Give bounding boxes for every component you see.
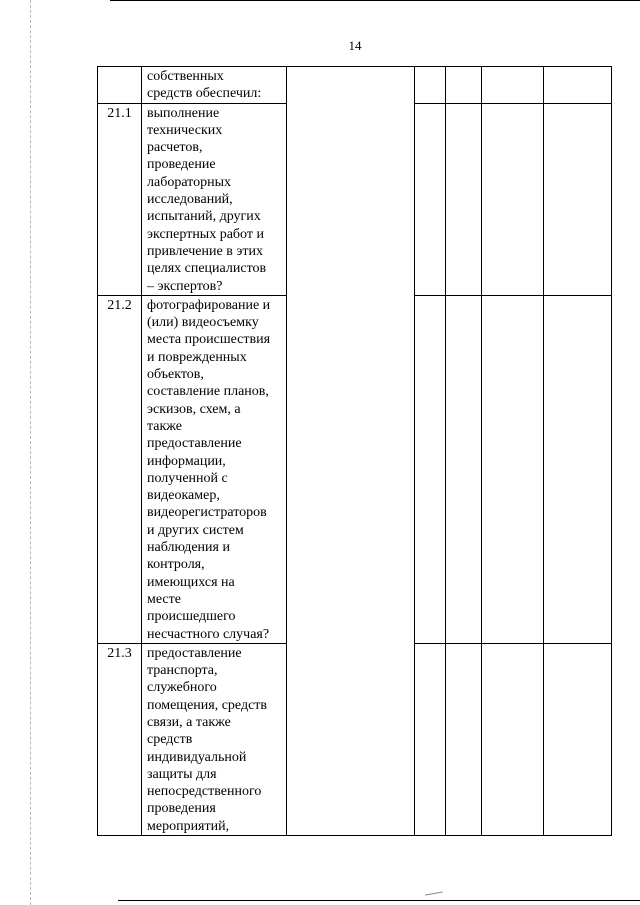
- answer-na-cell: [482, 67, 544, 104]
- question-line: исследований,: [147, 192, 233, 208]
- note-cell: [544, 67, 612, 104]
- row-number: 21.2: [98, 295, 142, 643]
- question-line: средств: [147, 732, 193, 748]
- question-line: проведение: [147, 157, 216, 173]
- answer-na-cell: [482, 643, 544, 835]
- question-line: несчастного случая?: [147, 626, 270, 642]
- question-line: целях специалистов: [147, 261, 267, 277]
- row-number: [98, 67, 142, 104]
- question-text: [142, 67, 287, 104]
- row-number: 21.1: [98, 103, 142, 295]
- question-line: происшедшего: [147, 609, 236, 625]
- question-line: проведения: [147, 801, 216, 817]
- scan-bottom-edge: [118, 900, 640, 901]
- scan-margin-line: [30, 0, 31, 905]
- checklist-table: [97, 66, 612, 836]
- question-line: – экспертов?: [147, 278, 223, 294]
- requirements-cell: [287, 67, 415, 836]
- page-number: 14: [348, 38, 362, 53]
- answer-na-cell: [482, 295, 544, 643]
- answer-no-cell: [446, 643, 482, 835]
- answer-yes-cell: [415, 103, 446, 295]
- question-line: эскизов, схем, а: [147, 401, 241, 417]
- question-line: мероприятий,: [147, 818, 230, 834]
- question-line: месте: [147, 591, 181, 607]
- question-text: [142, 295, 287, 643]
- answer-no-cell: [446, 295, 482, 643]
- question-line: имеющихся на: [147, 574, 235, 590]
- question-line: предоставление: [147, 645, 242, 661]
- note-cell: [544, 643, 612, 835]
- note-cell: [544, 103, 612, 295]
- question-line: лабораторных: [147, 174, 232, 190]
- note-cell: [544, 295, 612, 643]
- table-row: [98, 67, 612, 104]
- answer-yes-cell: [415, 67, 446, 104]
- answer-yes-cell: [415, 643, 446, 835]
- answer-no-cell: [446, 67, 482, 104]
- question-line: выполнение: [147, 105, 220, 121]
- question-line: составление планов,: [147, 384, 269, 400]
- question-line: помещения, средств: [147, 697, 268, 713]
- scan-top-edge: [110, 0, 640, 1]
- question-line: места происшествия: [147, 332, 271, 348]
- question-line: и других систем: [147, 522, 244, 538]
- question-line: индивидуальной: [147, 749, 247, 765]
- question-line: объектов,: [147, 367, 204, 383]
- question-line: испытаний, других: [147, 209, 261, 225]
- question-line: связи, а также: [147, 714, 231, 730]
- answer-yes-cell: [415, 295, 446, 643]
- question-line: также: [147, 418, 183, 434]
- question-line: непосредственного: [147, 784, 262, 800]
- question-line: полученной с: [147, 470, 228, 486]
- question-line: средств обеспечил:: [147, 86, 262, 102]
- scan-artifact: [425, 891, 443, 895]
- row-number: 21.3: [98, 643, 142, 835]
- question-line: (или) видеосъемку: [147, 315, 259, 331]
- question-text: [142, 643, 287, 835]
- question-line: предоставление: [147, 436, 242, 452]
- question-line: транспорта,: [147, 663, 218, 679]
- question-line: привлечение в этих: [147, 243, 263, 259]
- question-line: служебного: [147, 680, 217, 696]
- question-text: [142, 103, 287, 295]
- answer-na-cell: [482, 103, 544, 295]
- question-line: технических: [147, 122, 223, 138]
- question-line: экспертных работ и: [147, 226, 264, 242]
- answer-no-cell: [446, 103, 482, 295]
- question-line: информации,: [147, 453, 226, 469]
- question-line: и поврежденных: [147, 349, 247, 365]
- question-line: видеокамер,: [147, 488, 220, 504]
- question-line: фотографирование и: [147, 297, 271, 313]
- question-line: видеорегистраторов: [147, 505, 267, 521]
- question-line: защиты для: [147, 766, 217, 782]
- question-line: контроля,: [147, 557, 205, 573]
- question-line: собственных: [147, 69, 224, 84]
- question-line: наблюдения и: [147, 540, 230, 556]
- question-line: расчетов,: [147, 140, 203, 156]
